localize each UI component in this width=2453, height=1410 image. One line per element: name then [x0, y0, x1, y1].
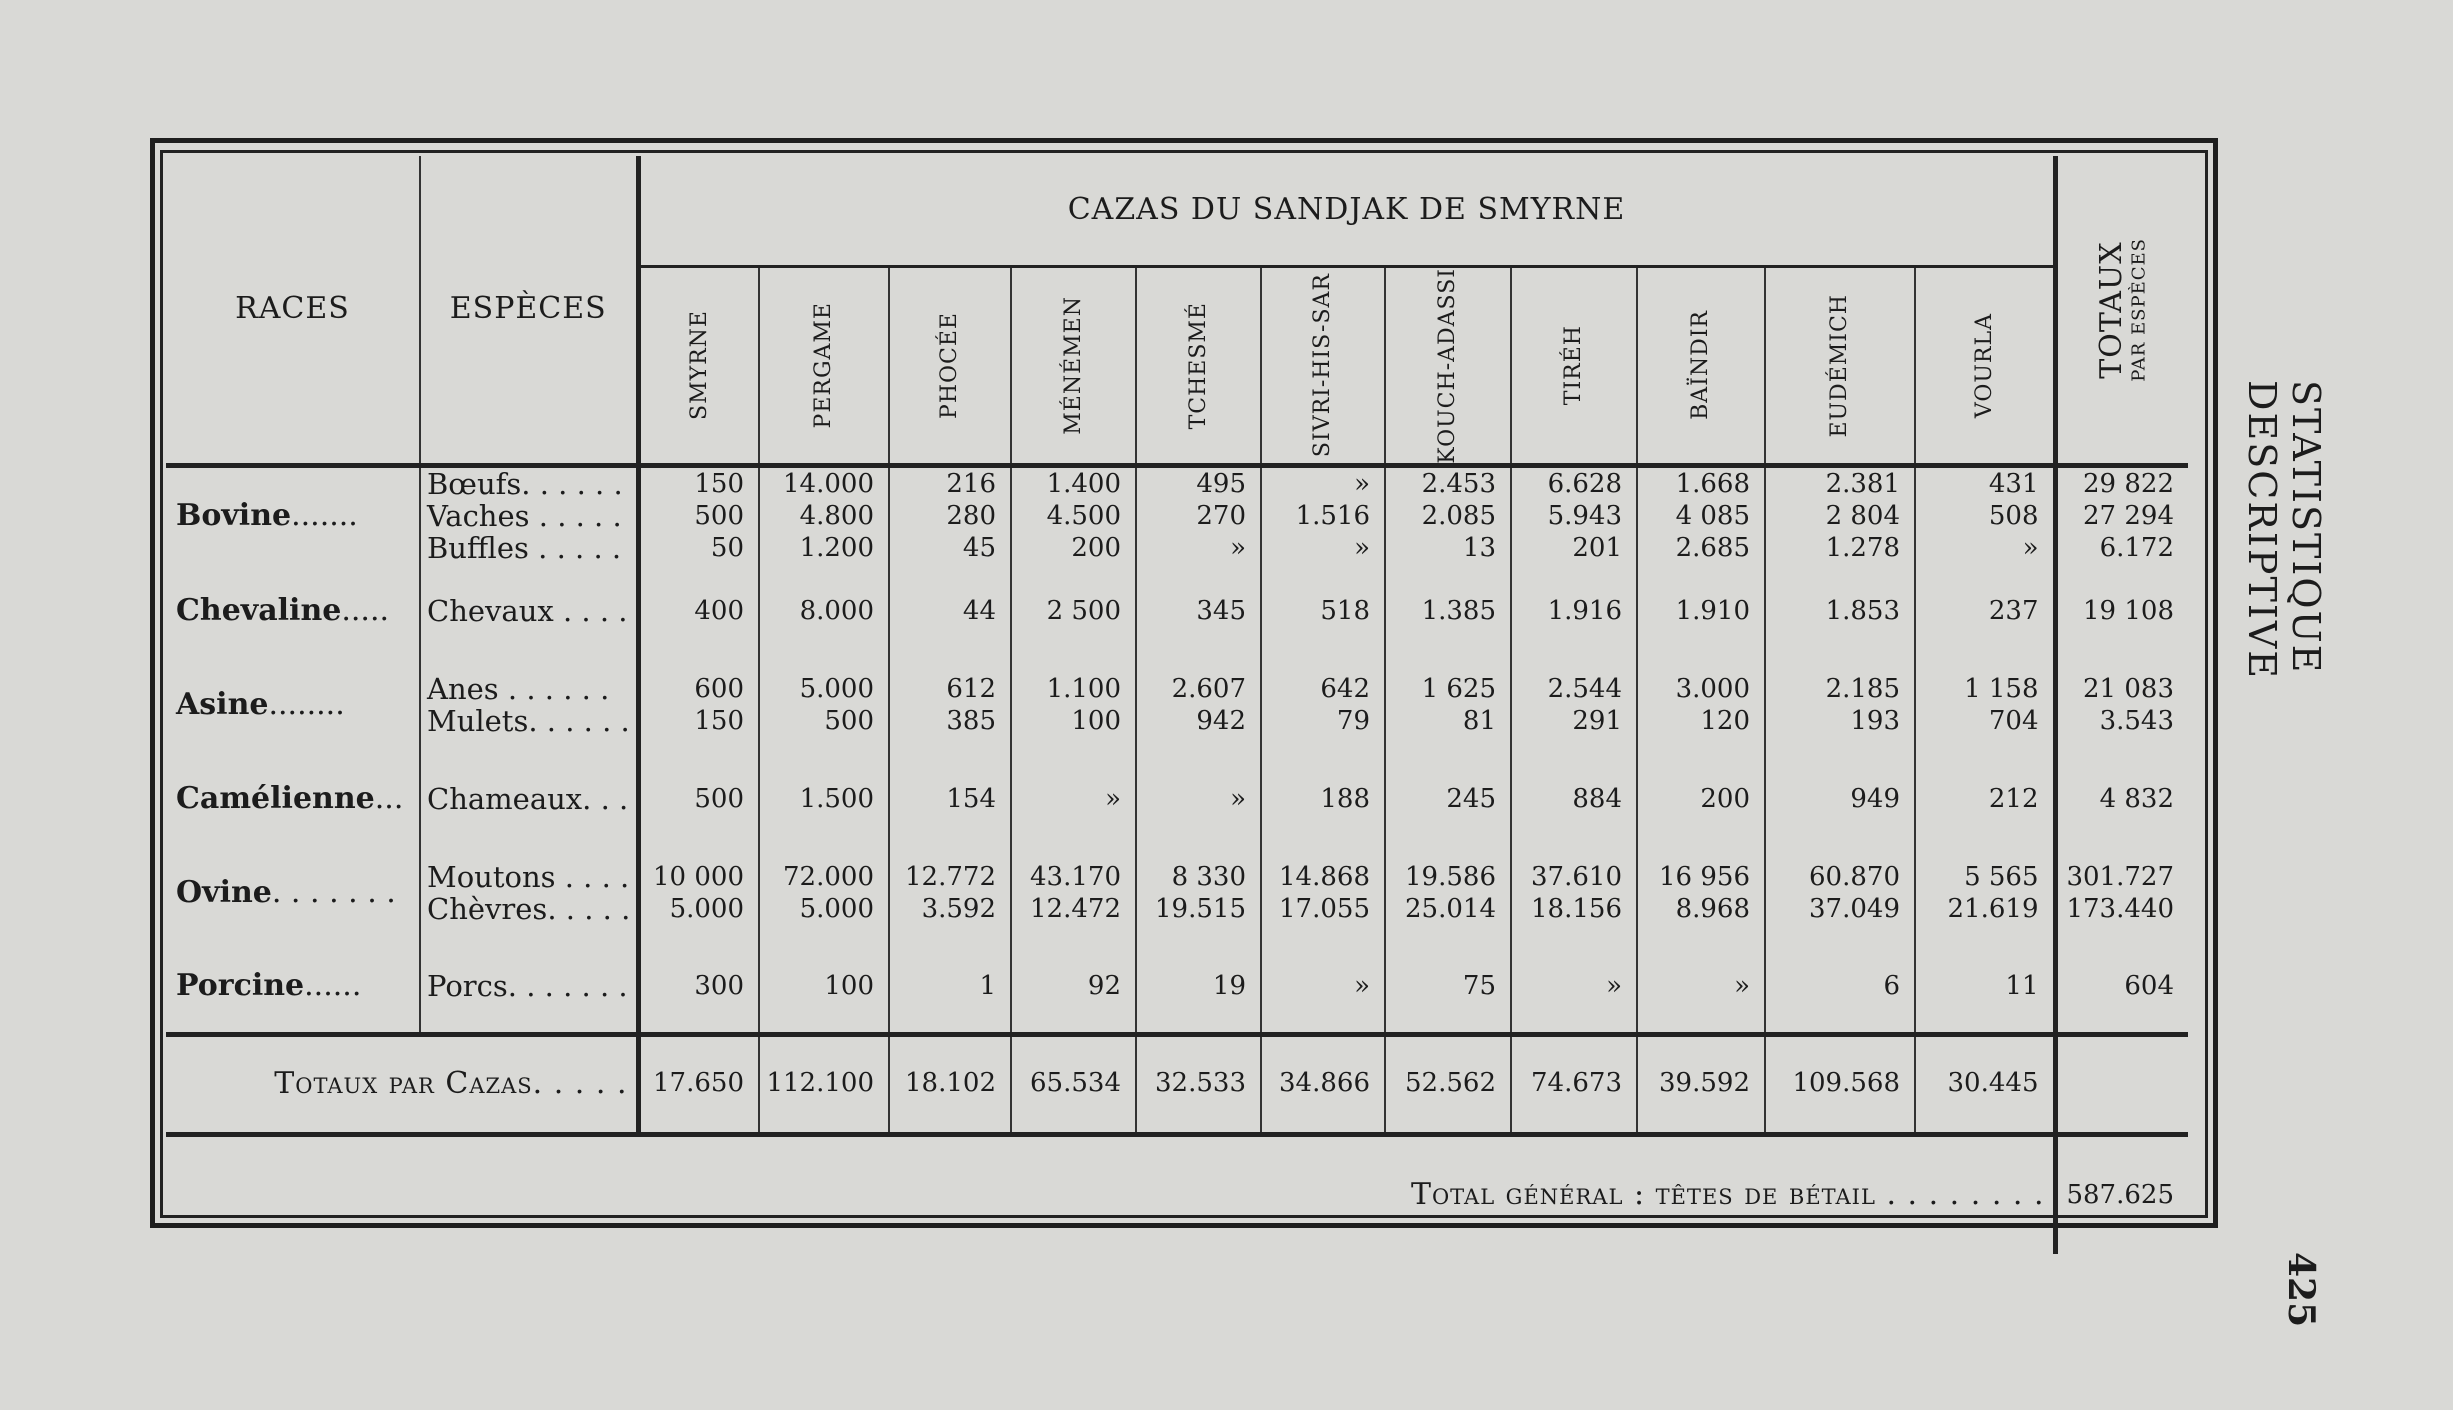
cazas-group-header: CAZAS DU SANDJAK DE SMYRNE	[638, 156, 2055, 266]
species-total: 29 822	[2083, 469, 2174, 500]
caza-header-9	[1637, 266, 1765, 466]
value: 11	[2005, 970, 2039, 1001]
value: 245	[1446, 784, 1496, 815]
espece-label: Porcs. . . . . . .	[427, 968, 628, 1003]
caza-header-11	[1915, 266, 2055, 466]
value: 43.170	[1030, 862, 1121, 893]
value: 270	[1196, 501, 1246, 532]
value-cell	[1136, 564, 1261, 658]
espece-label: Moutons . . . .	[427, 860, 630, 895]
value-cell	[1765, 564, 1915, 658]
especes-header: ESPÈCES	[420, 156, 638, 466]
value: 1.100	[1046, 674, 1121, 705]
value: 154	[946, 784, 996, 815]
espece-label: Bœufs. . . . . .	[427, 467, 623, 502]
value: 884	[1572, 784, 1622, 815]
value-cell	[1385, 846, 1511, 940]
especes-cell	[420, 564, 638, 658]
value: »	[1230, 784, 1246, 815]
value: 4.500	[1046, 501, 1121, 532]
race-cell	[166, 752, 420, 846]
value-cell	[1511, 466, 1637, 565]
value: 1.516	[1295, 501, 1370, 532]
especes-cell	[420, 466, 638, 565]
species-total: 6.172	[2099, 533, 2174, 564]
value: 18.156	[1531, 894, 1622, 925]
value-cell	[1011, 466, 1136, 565]
race-cell	[166, 940, 420, 1034]
value-cell	[1511, 752, 1637, 846]
value: 612	[946, 674, 996, 705]
value-cell	[1011, 564, 1136, 658]
race-dots: . . . . . . .	[271, 874, 396, 910]
value-cell	[1261, 466, 1385, 565]
caza-label: PERGAME	[811, 302, 837, 429]
value: 3.000	[1675, 674, 1750, 705]
value: 37.049	[1809, 894, 1900, 925]
value: 500	[694, 784, 744, 815]
value-cell	[759, 752, 889, 846]
value: 50	[710, 533, 744, 564]
race-name: Bovine	[176, 497, 292, 533]
value: 81	[1462, 706, 1496, 737]
species-total: 173.440	[2066, 894, 2174, 925]
caza-label: PHOCÉE	[937, 311, 963, 419]
value: »	[1105, 784, 1121, 815]
value-cell	[1011, 658, 1136, 752]
value-cell	[1765, 940, 1915, 1034]
value: 12.772	[905, 862, 996, 893]
value: 942	[1196, 706, 1246, 737]
value: 500	[694, 501, 744, 532]
caza-label: TIRÉH	[1561, 325, 1587, 406]
race-name: Asine	[176, 686, 269, 722]
caza-total: 30.445	[1915, 1034, 2055, 1134]
value: 216	[946, 469, 996, 500]
grand-total-value: 587.625	[2055, 1134, 2188, 1254]
value: 14.000	[783, 469, 874, 500]
value-cell	[759, 658, 889, 752]
value-cell	[759, 846, 889, 940]
value: 4.800	[799, 501, 874, 532]
value: 1.385	[1421, 596, 1496, 627]
espece-label: Chèvres. . . . .	[427, 892, 631, 927]
value: 16 956	[1659, 862, 1750, 893]
value: »	[1606, 970, 1622, 1001]
value-cell	[1385, 752, 1511, 846]
value: »	[1354, 533, 1370, 564]
value-cell	[1261, 846, 1385, 940]
value: »	[1734, 970, 1750, 1001]
caza-header-2	[759, 266, 889, 466]
value: 1.278	[1825, 533, 1900, 564]
race-row	[166, 564, 2188, 658]
side-title: STATISTIQUE DESCRIPTIVE	[2240, 380, 2328, 681]
value: »	[1230, 533, 1246, 564]
value: 25.014	[1405, 894, 1496, 925]
caza-header-6	[1261, 266, 1385, 466]
value: 345	[1196, 596, 1246, 627]
value-cell	[759, 466, 889, 565]
value-cell	[1136, 846, 1261, 940]
value: 5.943	[1547, 501, 1622, 532]
value-cell	[1637, 564, 1765, 658]
value: 237	[1988, 596, 2039, 627]
race-name: Camélienne	[176, 780, 375, 816]
value-cell	[1765, 846, 1915, 940]
value: 1.853	[1825, 596, 1900, 627]
value: »	[1354, 970, 1370, 1001]
value-cell	[1765, 752, 1915, 846]
value: 500	[824, 706, 874, 737]
caza-header-5	[1136, 266, 1261, 466]
value: 1 625	[1421, 674, 1496, 705]
value-cell	[1011, 846, 1136, 940]
value: 431	[1988, 469, 2039, 500]
value: 79	[1336, 706, 1370, 737]
species-total: 301.727	[2066, 862, 2174, 893]
value-cell	[1915, 564, 2055, 658]
value-cell	[1136, 752, 1261, 846]
value: 100	[1071, 706, 1121, 737]
value-cell	[1011, 940, 1136, 1034]
livestock-table	[166, 156, 2188, 1254]
value: 2.381	[1825, 469, 1900, 500]
especes-cell	[420, 752, 638, 846]
grand-total-label: Total général : têtes de bétail . . . . . . . .	[166, 1134, 2055, 1254]
value-cell	[889, 658, 1011, 752]
value: 19.586	[1405, 862, 1496, 893]
value: 291	[1572, 706, 1622, 737]
value-cell	[1511, 940, 1637, 1034]
race-name: Porcine	[176, 967, 305, 1003]
value: 14.868	[1279, 862, 1370, 893]
caza-label: VOURLA	[1971, 312, 1997, 418]
value-cell	[889, 940, 1011, 1034]
value: 72.000	[783, 862, 874, 893]
value-cell	[1136, 466, 1261, 565]
caza-total: 32.533	[1136, 1034, 1261, 1134]
value: 2.607	[1171, 674, 1246, 705]
value-cell	[1637, 658, 1765, 752]
caza-total: 17.650	[638, 1034, 759, 1134]
value: 193	[1850, 706, 1900, 737]
value: 400	[694, 596, 744, 627]
value-cell	[1385, 940, 1511, 1034]
value-cell	[759, 940, 889, 1034]
race-row	[166, 846, 2188, 940]
value: 8.000	[799, 596, 874, 627]
page-number: 425	[2280, 1252, 2322, 1328]
value-cell	[1261, 658, 1385, 752]
value: 1.400	[1046, 469, 1121, 500]
value-cell	[1915, 466, 2055, 565]
caza-label: SMYRNE	[686, 310, 712, 421]
value: 10 000	[653, 862, 744, 893]
value: 3.592	[921, 894, 996, 925]
value: 5.000	[799, 674, 874, 705]
value-cell	[889, 564, 1011, 658]
value: 280	[946, 501, 996, 532]
caza-header-1	[638, 266, 759, 466]
value-cell	[1011, 752, 1136, 846]
race-row	[166, 466, 2188, 565]
value: 60.870	[1809, 862, 1900, 893]
species-total-cell	[2055, 752, 2188, 846]
race-cell	[166, 564, 420, 658]
value: 2.685	[1675, 533, 1750, 564]
value: 150	[694, 706, 744, 737]
caza-label: EUDÉMICH	[1827, 293, 1853, 438]
value-cell	[1915, 658, 2055, 752]
race-cell	[166, 658, 420, 752]
caza-total: 65.534	[1011, 1034, 1136, 1134]
value: 100	[824, 970, 874, 1001]
value-cell	[638, 846, 759, 940]
race-dots: ...	[374, 780, 404, 816]
value-cell	[1511, 846, 1637, 940]
caza-total: 18.102	[889, 1034, 1011, 1134]
value: 75	[1462, 970, 1496, 1001]
species-total-cell	[2055, 564, 2188, 658]
value-cell	[638, 466, 759, 565]
caza-total: 52.562	[1385, 1034, 1511, 1134]
value: »	[2022, 533, 2039, 564]
value: 2 500	[1046, 596, 1121, 627]
value-cell	[1765, 466, 1915, 565]
value: 5 565	[1964, 862, 2039, 893]
espece-label: Anes . . . . . .	[427, 672, 610, 707]
caza-header-8	[1511, 266, 1637, 466]
value: 1.910	[1675, 596, 1750, 627]
value: 19	[1212, 970, 1246, 1001]
value-cell	[1915, 940, 2055, 1034]
value-cell	[1136, 658, 1261, 752]
especes-cell	[420, 658, 638, 752]
value: 2.085	[1421, 501, 1496, 532]
value-cell	[1385, 466, 1511, 565]
value-cell	[638, 752, 759, 846]
species-total: 27 294	[2083, 501, 2174, 532]
value: 200	[1071, 533, 1121, 564]
value-cell	[1637, 940, 1765, 1034]
value: 704	[1988, 706, 2039, 737]
especes-cell	[420, 846, 638, 940]
value: 6.628	[1547, 469, 1622, 500]
caza-label: KOUCH-ADASSI	[1435, 267, 1461, 464]
value: 188	[1320, 784, 1370, 815]
value: 385	[946, 706, 996, 737]
value: 2.185	[1825, 674, 1900, 705]
race-name: Chevaline	[176, 592, 342, 628]
value-cell	[1511, 658, 1637, 752]
species-total-cell	[2055, 658, 2188, 752]
value: 13	[1462, 533, 1496, 564]
value-cell	[1637, 466, 1765, 565]
caza-label: SIVRI-HIS-SAR	[1310, 273, 1336, 458]
par-especes-label: PAR ESPÈCES	[2128, 237, 2150, 382]
value-cell	[638, 564, 759, 658]
value: 8.968	[1675, 894, 1750, 925]
value-cell	[1915, 846, 2055, 940]
species-total: 604	[2124, 970, 2174, 1001]
race-name: Ovine	[176, 874, 272, 910]
value: 508	[1988, 501, 2039, 532]
value-cell	[759, 564, 889, 658]
totaux-header	[2055, 156, 2188, 466]
value-cell	[1385, 658, 1511, 752]
value-cell	[1261, 564, 1385, 658]
value: 2.453	[1421, 469, 1496, 500]
value: 150	[694, 469, 744, 500]
caza-header-10	[1765, 266, 1915, 466]
value: 518	[1320, 596, 1370, 627]
species-total: 3.543	[2099, 706, 2174, 737]
value-cell	[1637, 846, 1765, 940]
espece-label: Chevaux . . . .	[427, 594, 628, 629]
value-cell	[1261, 752, 1385, 846]
value: 1	[979, 970, 996, 1001]
value: 21.619	[1947, 894, 2039, 925]
especes-cell	[420, 940, 638, 1034]
value-cell	[889, 466, 1011, 565]
value-cell	[889, 752, 1011, 846]
caza-total: 34.866	[1261, 1034, 1385, 1134]
races-header: RACES	[166, 156, 420, 466]
espece-label: Chameaux. . .	[427, 782, 629, 817]
race-dots: ........	[268, 686, 345, 722]
caza-header-7	[1385, 266, 1511, 466]
caza-label: MÉNÉMEN	[1060, 296, 1086, 435]
value-cell	[638, 940, 759, 1034]
species-total-cell	[2055, 940, 2188, 1034]
race-dots: .....	[341, 592, 390, 628]
value: 92	[1087, 970, 1121, 1001]
value-cell	[638, 658, 759, 752]
value: 949	[1850, 784, 1900, 815]
species-total-cell	[2055, 466, 2188, 565]
race-cell	[166, 846, 420, 940]
value: 2 804	[1825, 501, 1900, 532]
race-row	[166, 940, 2188, 1034]
value-cell	[889, 846, 1011, 940]
totaux-label: TOTAUX	[2094, 240, 2130, 379]
value: 1.916	[1547, 596, 1622, 627]
species-total: 21 083	[2083, 674, 2174, 705]
species-total: 4 832	[2099, 784, 2174, 815]
caza-header-4	[1011, 266, 1136, 466]
value: 1 158	[1964, 674, 2039, 705]
value: 37.610	[1531, 862, 1622, 893]
caza-label: BAÏNDIR	[1688, 310, 1714, 421]
species-total-cell	[2055, 846, 2188, 940]
espece-label: Buffles . . . . .	[427, 531, 622, 566]
value: 12.472	[1030, 894, 1121, 925]
value-cell	[1511, 564, 1637, 658]
caza-total: 109.568	[1765, 1034, 1915, 1134]
value-cell	[1915, 752, 2055, 846]
caza-label: TCHESMÉ	[1185, 301, 1211, 430]
race-row	[166, 752, 2188, 846]
value: 2.544	[1547, 674, 1622, 705]
value: 300	[694, 970, 744, 1001]
value-cell	[1385, 564, 1511, 658]
value-cell	[1136, 940, 1261, 1034]
value: 5.000	[669, 894, 744, 925]
caza-total: 74.673	[1511, 1034, 1637, 1134]
totals-par-cazas-label: Totaux par Cazas. . . . .	[166, 1034, 638, 1134]
value: »	[1354, 469, 1370, 500]
value: 6	[1883, 970, 1900, 1001]
value: 201	[1572, 533, 1622, 564]
value-cell	[1765, 658, 1915, 752]
value: 8 330	[1171, 862, 1246, 893]
value: 19.515	[1155, 894, 1246, 925]
value: 1.500	[799, 784, 874, 815]
value-cell	[1261, 940, 1385, 1034]
value: 5.000	[799, 894, 874, 925]
caza-header-3	[889, 266, 1011, 466]
race-dots: .......	[291, 497, 358, 533]
value: 642	[1320, 674, 1370, 705]
value: 200	[1700, 784, 1750, 815]
value: 17.055	[1279, 894, 1370, 925]
value: 212	[1988, 784, 2039, 815]
totals-empty-cell	[2055, 1034, 2188, 1134]
value: 495	[1196, 469, 1246, 500]
caza-total: 39.592	[1637, 1034, 1765, 1134]
caza-total: 112.100	[759, 1034, 889, 1134]
value: 1.200	[799, 533, 874, 564]
value: 600	[694, 674, 744, 705]
totals-par-cazas-row	[166, 1034, 2188, 1134]
value: 4 085	[1675, 501, 1750, 532]
race-dots: ......	[304, 967, 362, 1003]
espece-label: Vaches . . . . .	[427, 499, 622, 534]
value: 45	[962, 533, 996, 564]
race-row	[166, 658, 2188, 752]
value-cell	[1637, 752, 1765, 846]
species-total: 19 108	[2083, 596, 2174, 627]
value: 44	[962, 596, 996, 627]
espece-label: Mulets. . . . . .	[427, 704, 630, 739]
race-cell	[166, 466, 420, 565]
value: 1.668	[1675, 469, 1750, 500]
value: 120	[1700, 706, 1750, 737]
grand-total-row	[166, 1134, 2188, 1254]
